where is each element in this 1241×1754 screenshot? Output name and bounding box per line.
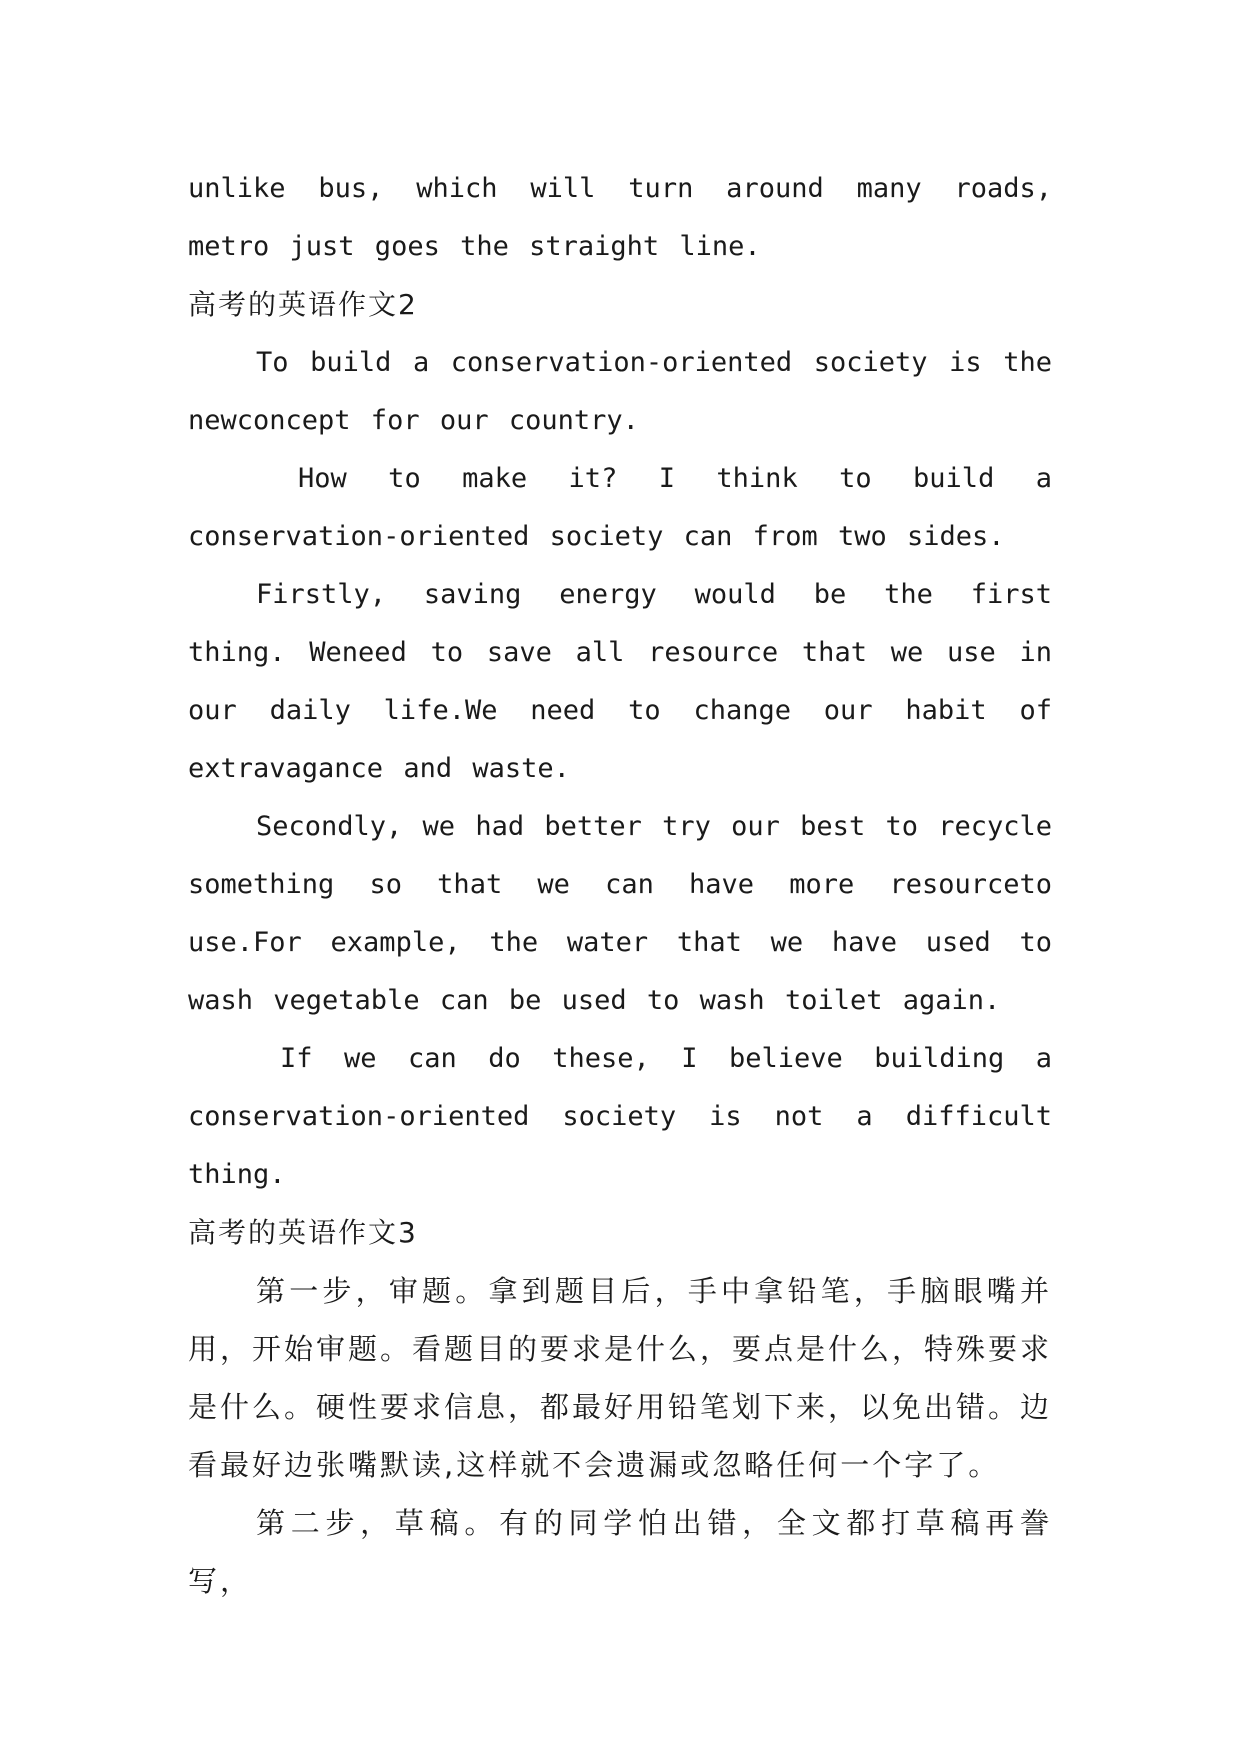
paragraph-step-two: 第二步，草稿。有的同学怕出错，全文都打草稿再誊写， — [188, 1506, 1052, 1598]
section-heading-2: 高考的英语作文2 — [188, 288, 418, 321]
paragraph-conclusion: If we can do these, I believe building a conservation-oriented society is not a difficult thing. — [188, 1043, 1052, 1190]
paragraph-step-one: 第一步，审题。拿到题目后，手中拿铅笔，手脑眼嘴并用，开始审题。看题目的要求是什么，要点是什么，特殊要求是什么。硬性要求信息，都最好用铅笔划下来，以免出错。边看最好边张嘴默读,这样就不会遗漏或忽略任何一个字了。 — [188, 1274, 1053, 1482]
paragraph-secondly: Secondly, we had better try our best to recycle something so that we can have more resourceto use.For example, the water that we have used to wash vegetable can be used to wash toilet again. — [188, 811, 1053, 1016]
paragraph-how: How to make it? I think to build a conservation-oriented society can from two sides. — [188, 463, 1052, 552]
section-heading-3: 高考的英语作文3 — [188, 1216, 418, 1249]
paragraph-metro: unlike bus, which will turn around many roads, metro just goes the straight line. — [188, 173, 1052, 262]
paragraph-intro: To build a conservation-oriented society is the newconcept for our country. — [188, 347, 1052, 436]
paragraph-firstly: Firstly, saving energy would be the first thing. Weneed to save all resource that we use in our daily life.We need to change our habit of extravagance and waste. — [188, 579, 1052, 784]
document-body — [188, 160, 1052, 1610]
